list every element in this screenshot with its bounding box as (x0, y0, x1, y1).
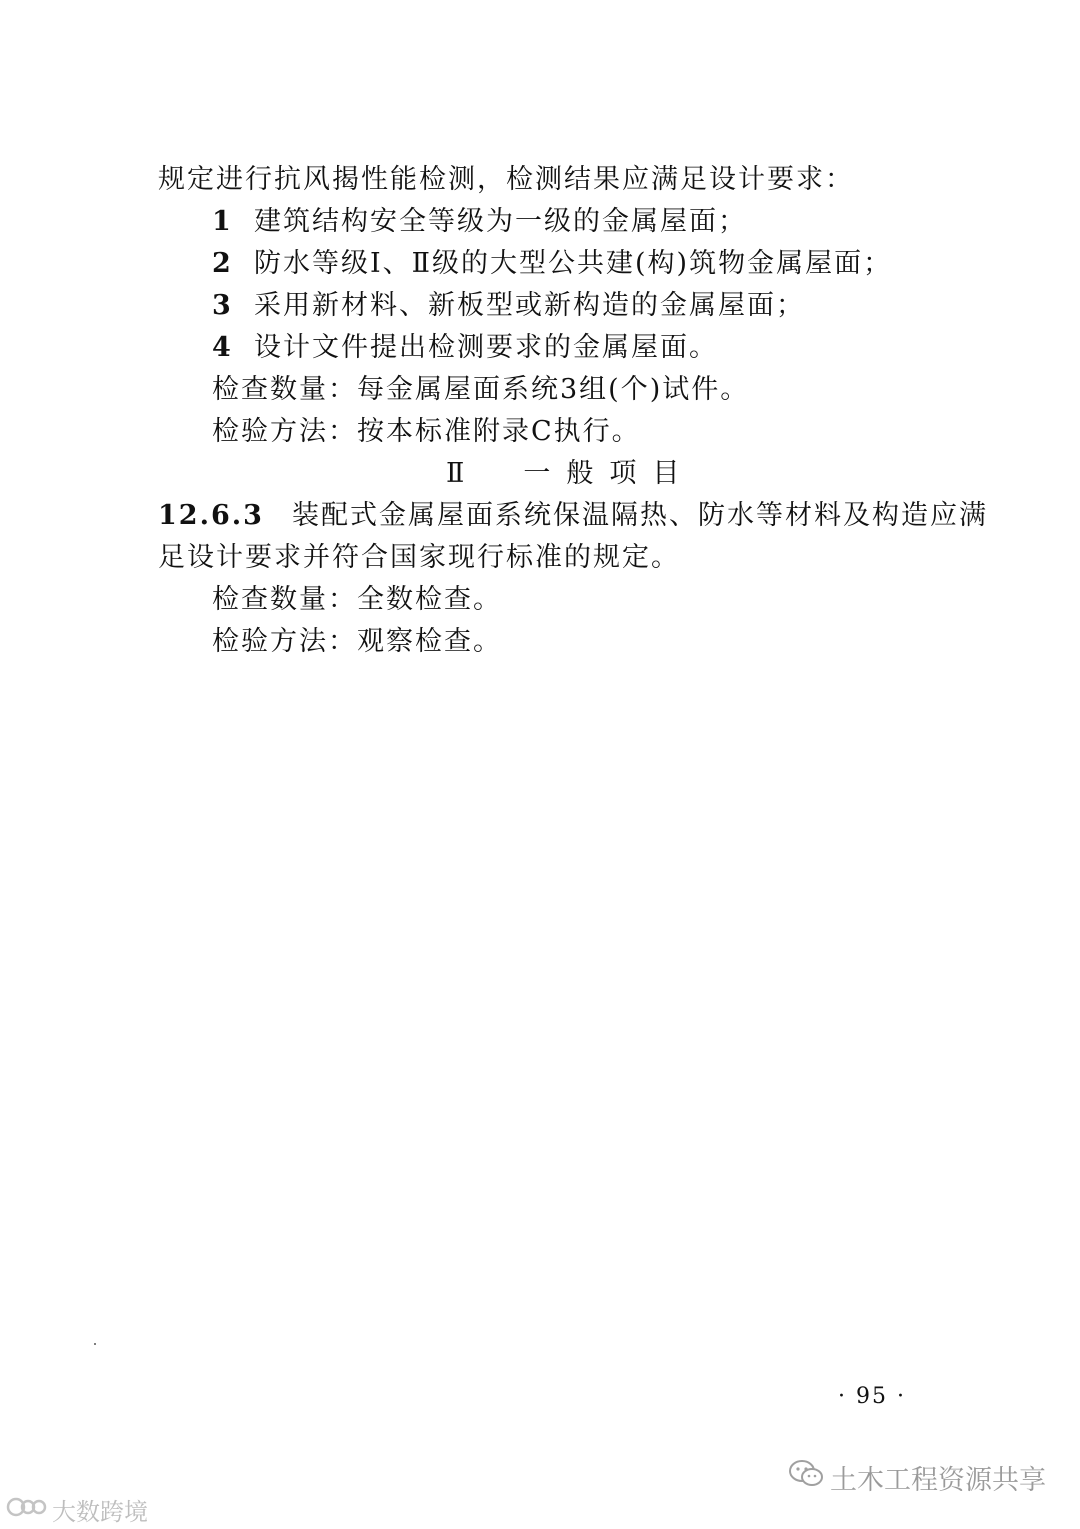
watermark-right (788, 1458, 1046, 1497)
inspection-quantity: 检查数量：每金属屋面系统3组(个)试件。 (212, 374, 750, 405)
item-text: 防水等级Ⅰ、Ⅱ级的大型公共建(构)筑物金属屋面； (254, 248, 893, 279)
item-text: 建筑结构安全等级为一级的金属屋面； (254, 206, 747, 237)
item-text: 设计文件提出检测要求的金属屋面。 (254, 332, 718, 363)
item-number: 2 (212, 248, 233, 279)
clause-line-1 (158, 498, 988, 534)
item-text: 采用新材料、新板型或新构造的金属屋面； (254, 290, 805, 321)
clause-line-2: 足设计要求并符合国家现行标准的规定。 (158, 542, 680, 573)
item-number: 1 (212, 206, 233, 237)
list-item (212, 246, 892, 282)
clause-text: 装配式金属屋面系统保温隔热、防水等材料及构造应满 (291, 500, 988, 531)
inspection-method: 检验方法：按本标准附录C执行。 (212, 416, 641, 447)
wechat-icon (788, 1459, 824, 1496)
item-number: 3 (212, 290, 233, 321)
list-item (212, 288, 805, 324)
list-item (212, 204, 747, 240)
watermark-left (6, 1492, 148, 1527)
continuation-text: 规定进行抗风揭性能检测，检测结果应满足设计要求： (158, 164, 854, 195)
item-number: 4 (212, 332, 233, 363)
inspection-method: 检验方法：观察检查。 (212, 626, 502, 657)
list-item (212, 330, 718, 366)
section-heading: Ⅱ 一般项目 (446, 458, 696, 489)
watermark-left-text: 大数跨境 (52, 1498, 148, 1526)
scan-speck (94, 1343, 96, 1345)
logo-icon (6, 1494, 48, 1526)
clause-number: 12.6.3 (158, 500, 264, 531)
page-number: · 95 · (838, 1384, 906, 1409)
inspection-quantity: 检查数量：全数检查。 (212, 584, 502, 615)
watermark-right-text: 土木工程资源共享 (830, 1465, 1046, 1496)
